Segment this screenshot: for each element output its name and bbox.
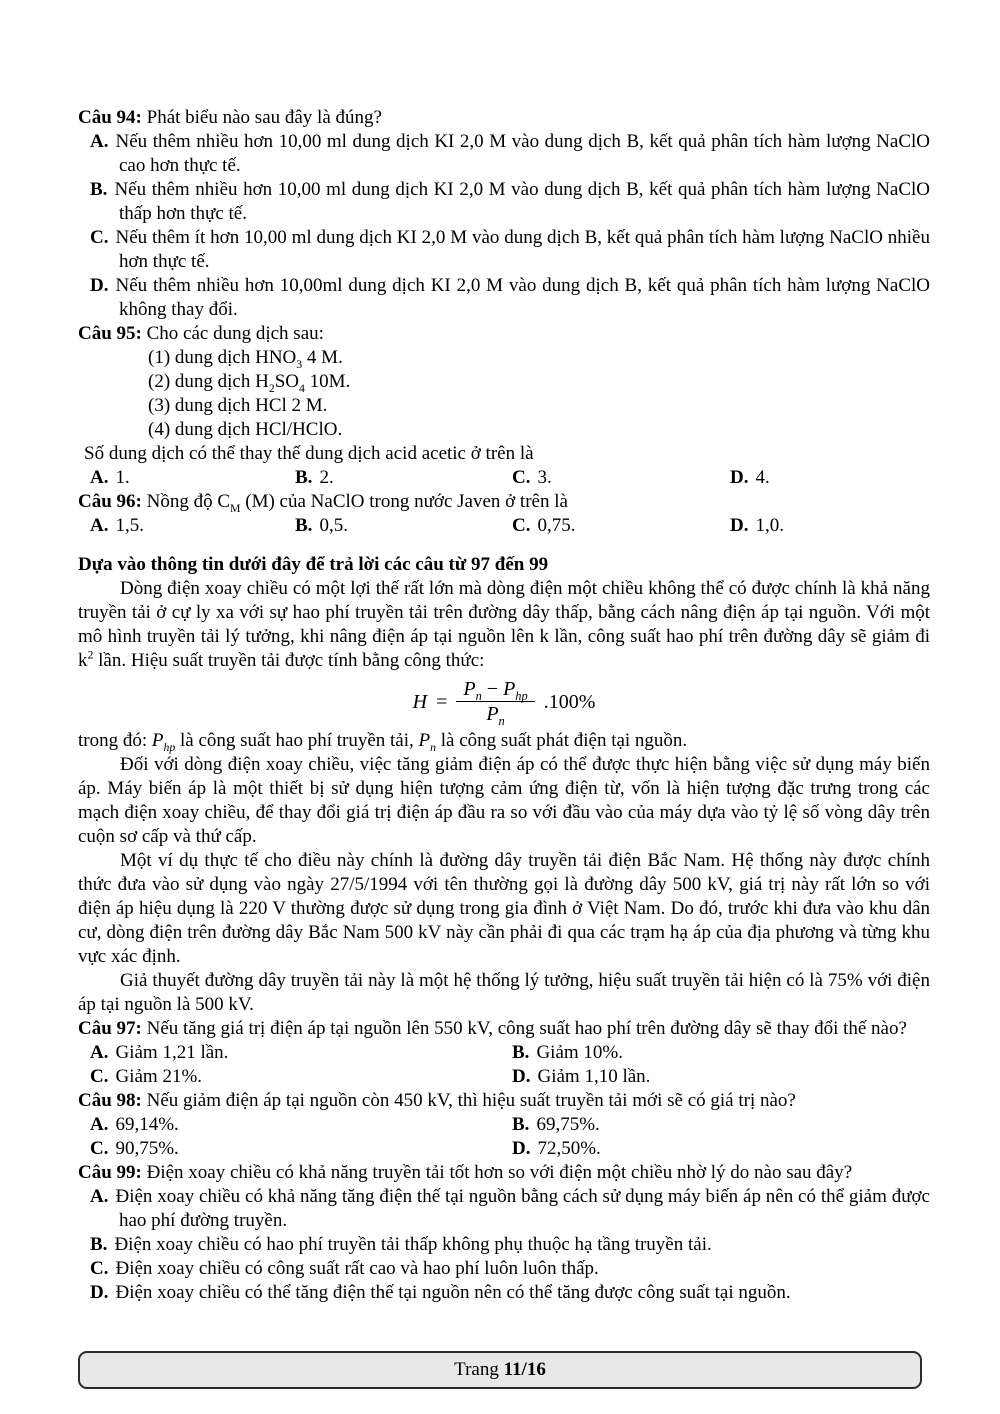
item-text: (3) dung dịch HCl 2 M.: [148, 395, 328, 416]
question-94-option-b: [90, 178, 930, 226]
formula-suffix: .100%: [543, 690, 596, 713]
question-98-stem: [78, 1089, 930, 1113]
question-98-text: Nếu giảm điện áp tại nguồn còn 450 kV, thì hiệu suất truyền tải mới sẽ có giá trị nào?: [146, 1090, 796, 1111]
power-symbol: P: [151, 730, 164, 751]
option-letter: A.: [90, 1042, 109, 1063]
option-letter: D.: [730, 467, 749, 488]
power-subscript: n: [430, 740, 437, 754]
option-letter: B.: [90, 1234, 108, 1255]
power-subscript: n: [498, 714, 505, 728]
option-a: [90, 1113, 512, 1137]
option-letter: A.: [90, 467, 109, 488]
option-letter: C.: [90, 1138, 109, 1159]
transmission-efficiency-formula: [78, 678, 930, 728]
passage-paragraph-1: [78, 577, 930, 673]
option-letter: B.: [90, 179, 108, 200]
option-b: [512, 1113, 930, 1137]
option-letter: C.: [90, 1258, 109, 1279]
option-text: 0,75.: [537, 515, 576, 536]
option-a: [90, 514, 295, 538]
paragraph-text: là công suất hao phí truyền tải,: [175, 730, 419, 751]
chemical-subscript: 3: [296, 357, 303, 371]
question-98-label: Câu 98:: [78, 1090, 142, 1111]
option-letter: D.: [730, 515, 749, 536]
question-99-option-d: [90, 1281, 930, 1305]
formula-lhs: H: [412, 690, 428, 713]
question-94-option-a: [90, 130, 930, 178]
option-text: Giảm 21%.: [115, 1066, 203, 1087]
item-text: SO: [274, 371, 300, 392]
question-94-option-c: [90, 226, 930, 274]
option-c: [512, 466, 730, 490]
option-c: [90, 1065, 512, 1089]
paragraph-text: lần. Hiệu suất truyền tải được tính bằng công thức:: [93, 650, 485, 671]
option-text: Điện xoay chiều có hao phí truyền tải thấp không phụ thuộc hạ tầng truyền tải.: [114, 1234, 712, 1255]
option-b: [295, 466, 512, 490]
option-letter: D.: [90, 275, 109, 296]
question-97-label: Câu 97:: [78, 1018, 142, 1039]
question-94-option-d: [90, 274, 930, 322]
page-content: [78, 106, 930, 1305]
item-text: (1) dung dịch HNO: [148, 347, 297, 368]
option-text: Điện xoay chiều có thể tăng điện thế tại nguồn nên có thể tăng được công suất tại nguồn.: [115, 1282, 791, 1303]
question-99-stem: [78, 1161, 930, 1185]
question-97-stem: [78, 1017, 930, 1041]
item-text: 4 M.: [302, 347, 343, 368]
option-letter: C.: [512, 467, 531, 488]
option-b: [512, 1041, 930, 1065]
option-c: [512, 514, 730, 538]
option-letter: A.: [90, 515, 109, 536]
option-text: Nếu thêm nhiều hơn 10,00ml dung dịch KI 2,0 M vào dung dịch B, kết quả phân tích hàm lượng NaClO không thay đổi.: [115, 275, 930, 320]
option-text: 3.: [537, 467, 552, 488]
option-text: 69,14%.: [115, 1114, 179, 1135]
question-95-text: Cho các dung dịch sau:: [146, 323, 324, 344]
option-letter: C.: [512, 515, 531, 536]
option-d: [730, 514, 930, 538]
question-99-option-b: [90, 1233, 930, 1257]
question-96-options: [78, 514, 930, 538]
formula-equals: =: [436, 690, 448, 713]
formula-fraction: [456, 678, 534, 728]
concentration-subscript: M: [230, 501, 241, 515]
page-number: 11/16: [503, 1359, 546, 1380]
question-95-item-1: [148, 346, 930, 370]
item-text: (4) dung dịch HCl/HClO.: [148, 419, 343, 440]
power-subscript: hp: [515, 689, 528, 703]
option-letter: C.: [90, 227, 109, 248]
option-text: 1,5.: [115, 515, 144, 536]
option-text: 69,75%.: [536, 1114, 600, 1135]
option-letter: A.: [90, 131, 109, 152]
option-text: Nếu thêm nhiều hơn 10,00 ml dung dịch KI 2,0 M vào dung dịch B, kết quả phân tích hàm lượng NaClO thấp hơn thực tế.: [114, 179, 930, 224]
option-d: [512, 1137, 930, 1161]
question-99-text: Điện xoay chiều có khả năng truyền tải tốt hơn so với điện một chiều nhờ lý do nào sau đây?: [146, 1162, 853, 1183]
option-d: [730, 466, 930, 490]
question-95-item-3: [148, 394, 930, 418]
option-a: [90, 1041, 512, 1065]
option-text: Giảm 1,21 lần.: [115, 1042, 229, 1063]
passage-paragraph-5: Giả thuyết đường dây truyền tải này là một hệ thống lý tưởng, hiệu suất truyền tải hiện có là 75% với điện áp tại nguồn là 500 kV.: [78, 970, 930, 1015]
page-footer: [78, 1351, 922, 1389]
passage-heading: Dựa vào thông tin dưới đây để trả lời các câu từ 97 đến 99: [78, 554, 549, 575]
option-text: Giảm 10%.: [536, 1042, 623, 1063]
question-96-label: Câu 96:: [78, 491, 142, 512]
option-letter: C.: [90, 1066, 109, 1087]
question-96-stem: [78, 490, 930, 514]
question-97-options: [78, 1041, 930, 1089]
paragraph-text: là công suất phát điện tại nguồn.: [436, 730, 688, 751]
question-95-stem2: Số dung dịch có thể thay thế dung dịch acid acetic ở trên là: [84, 443, 534, 464]
option-b: [295, 514, 512, 538]
minus-sign: −: [486, 678, 499, 700]
option-text: 90,75%.: [115, 1138, 179, 1159]
question-94-stem: [78, 106, 930, 130]
passage-paragraph-2: [78, 729, 930, 753]
question-98-options: [78, 1113, 930, 1161]
option-letter: B.: [512, 1114, 530, 1135]
exponent: 2: [87, 648, 94, 662]
item-text: (2) dung dịch H: [148, 371, 269, 392]
option-text: Giảm 1,10 lần.: [537, 1066, 651, 1087]
option-text: Nếu thêm ít hơn 10,00 ml dung dịch KI 2,0 M vào dung dịch B, kết quả phân tích hàm lượng NaClO nhiều hơn thực tế.: [115, 227, 930, 272]
option-text: Điện xoay chiều có khả năng tăng điện thế tại nguồn bằng cách sử dụng máy biến áp nên có thể giảm được hao phí đường truyền.: [115, 1186, 930, 1231]
option-c: [90, 1137, 512, 1161]
passage-paragraph-3: Đối với dòng điện xoay chiều, việc tăng giảm điện áp có thể được thực hiện bằng việc sử dụng máy biến áp. Máy biến áp là một thiết bị sử dụng hiện tượng cảm ứng điện từ, vốn là hiện tượng đặc trưng trong các mạch điện xoay chiều, để thay đổi giá trị điện áp đầu ra so với đầu vào của máy dựa vào tỷ lệ số vòng dây trên cuộn sơ cấp và thứ cấp.: [78, 754, 930, 847]
power-subscript: hp: [163, 740, 176, 754]
question-97-text: Nếu tăng giá trị điện áp tại nguồn lên 550 kV, công suất hao phí trên đường dây sẽ thay đổi thế nào?: [146, 1018, 907, 1039]
option-letter: D.: [512, 1066, 531, 1087]
option-text: Điện xoay chiều có công suất rất cao và hao phí luôn luôn thấp.: [115, 1258, 599, 1279]
fraction-denominator: [486, 702, 505, 728]
question-95-label: Câu 95:: [78, 323, 142, 344]
option-letter: D.: [90, 1282, 109, 1303]
footer-label: Trang: [454, 1359, 499, 1380]
option-d: [512, 1065, 930, 1089]
option-letter: B.: [512, 1042, 530, 1063]
question-95-options: [78, 466, 930, 490]
question-95-stem: [78, 322, 930, 346]
question-94-label: Câu 94:: [78, 107, 142, 128]
option-text: 4.: [755, 467, 770, 488]
question-95-item-4: [148, 418, 930, 442]
option-a: [90, 466, 295, 490]
option-text: 1,0.: [755, 515, 784, 536]
option-text: 1.: [115, 467, 130, 488]
option-letter: A.: [90, 1186, 109, 1207]
option-letter: D.: [512, 1138, 531, 1159]
question-99-label: Câu 99:: [78, 1162, 142, 1183]
option-letter: B.: [295, 515, 313, 536]
option-text: 72,50%.: [537, 1138, 601, 1159]
power-symbol: P: [463, 678, 476, 700]
option-letter: B.: [295, 467, 313, 488]
option-text: 2.: [319, 467, 334, 488]
power-symbol: P: [418, 730, 431, 751]
chemical-subscript: 4: [299, 381, 305, 395]
option-text: Nếu thêm nhiều hơn 10,00 ml dung dịch KI 2,0 M vào dung dịch B, kết quả phân tích hàm lượng NaClO cao hơn thực tế.: [115, 131, 930, 176]
stem-text: Nồng độ C: [146, 491, 231, 512]
question-96-text: [146, 491, 568, 515]
paragraph-text: Dòng điện xoay chiều có một lợi thế rất lớn mà dòng điện một chiều không thể có được chính là khả năng truyền tải ở cự ly xa với sự hao phí truyền tải trên đường dây thấp, bằng cách nâng điện áp tại nguồn. Với một mô hình truyền tải lý tưởng, khi nâng điện áp tại nguồn lên k lần, công suất hao phí trên đường dây sẽ giảm đi k: [78, 578, 930, 671]
question-94-text: Phát biểu nào sau đây là đúng?: [146, 107, 382, 128]
stem-text: (M) của NaClO trong nước Javen ở trên là: [240, 491, 568, 512]
power-subscript: n: [475, 689, 482, 703]
item-text: 10M.: [304, 371, 351, 392]
option-letter: A.: [90, 1114, 109, 1135]
power-symbol: P: [503, 678, 516, 700]
question-99-option-c: [90, 1257, 930, 1281]
option-text: 0,5.: [319, 515, 348, 536]
paragraph-text: trong đó:: [78, 730, 152, 751]
question-99-option-a: [90, 1185, 930, 1233]
chemical-subscript: 2: [268, 381, 275, 395]
passage-paragraph-4: Một ví dụ thực tế cho điều này chính là đường dây truyền tải điện Bắc Nam. Hệ thống này được chính thức đưa vào sử dụng vào ngày 27/5/1994 với tên thường gọi là đường dây 500 kV, giá trị này rất lớn so với điện áp hiệu dụng là 220 V thường được sử dụng trong gia đình ở Việt Nam. Do đó, trước khi đưa vào khu dân cư, dòng điện trên đường dây Bắc Nam 500 kV này cần phải đi qua các trạm hạ áp của địa phương và từng khu vực xác định.: [78, 850, 930, 967]
power-symbol: P: [486, 703, 499, 725]
fraction-numerator: [456, 678, 534, 702]
question-95-item-2: [148, 370, 930, 394]
